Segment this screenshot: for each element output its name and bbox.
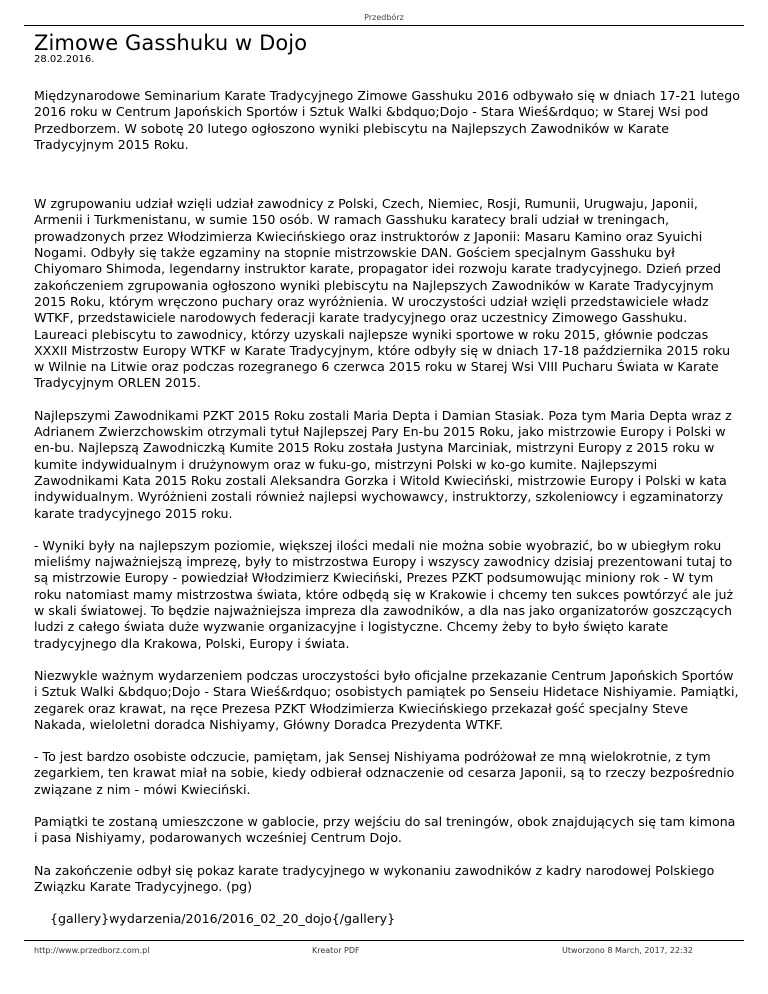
- footer-url: http://www.przedborz.com.pl: [34, 946, 150, 955]
- header-divider: [24, 25, 744, 26]
- article-paragraph: Pamiątki te zostaną umieszczone w gablocie, przy wejściu do sal treningów, obok znajdujących się tam kimona i pasa Nishiyamy, podarowanych wcześniej Centrum Dojo.: [34, 813, 736, 846]
- article-paragraph: W zgrupowaniu udział wzięli udział zawodnicy z Polski, Czech, Niemiec, Rosji, Rumunii, Urugwaju, Japonii, Armenii i Turkmenistanu, w sumie 150 osób. W ramach Gasshuku karatecy brali udział w treningach, prowadzonych przez Włodzimierza Kwiecińskiego oraz instruktorów z Japonii: Masaru Kamino oraz Syuichi Nogami. Odbyły się także egzaminy na stopnie mistrzowskie DAN. Gościem specjalnym Gasshuku był Chiyomaro Shimoda, legendarny instruktor karate, propagator idei rozwoju karate tradycyjnego. Dzień przed zakończeniem zgrupowania ogłoszono wyniki plebiscytu na Najlepszych Zawodników w Karate Tradycyjnym 2015 Roku, którym wręczono puchary oraz wyróżnienia. W uroczystości udział wzięli przedstawiciele władz WTKF, przedstawiciele narodowych federacji karate tradycyjnego oraz uczestnicy Zimowego Gasshuku. Laureaci plebiscytu to zawodnicy, którzy uzyskali najlepsze wyniki sportowe w roku 2015, głównie podczas XXXII Mistrzostw Europy WTKF w Karate Tradycyjnym, które odbyły się w dniach 17-18 października 2015 roku w Wilnie na Litwie oraz podczas rozegranego 6 czerwca 2015 roku w Starej Wsi VIII Pucharu Świata w Karate Tradycyjnym ORLEN 2015.: [34, 196, 731, 391]
- header-site-name: Przedbórz: [364, 13, 404, 22]
- footer-creator: Kreator PDF: [312, 946, 360, 955]
- article-body: [34, 88, 740, 943]
- article-date: 28.02.2016.: [34, 54, 95, 65]
- footer-divider: [24, 940, 744, 941]
- article-title: Zimowe Gasshuku w Dojo: [34, 31, 308, 55]
- article-paragraph: Międzynarodowe Seminarium Karate Tradycyjnego Zimowe Gasshuku 2016 odbywało się w dniach 17-21 lutego 2016 roku w Centrum Japońskich Sportów i Sztuk Walki &bdquo;Dojo - Stara Wieś&rdquo; w Starej Wsi pod Przedborzem. W sobotę 20 lutego ogłoszono wyniki plebiscytu na Najlepszych Zawodników w Karate Tradycyjnym 2015 Roku.: [34, 88, 740, 152]
- article-paragraph: - To jest bardzo osobiste odczucie, pamiętam, jak Sensej Nishiyama podróżował ze mną wielokrotnie, z tym zegarkiem, ten krawat miał na sobie, kiedy odbierał odznaczenie od cesarza Japonii, są to rzeczy bezpośrednio związane z nim - mówi Kwieciński.: [34, 749, 735, 797]
- article-paragraph: - Wyniki były na najlepszym poziomie, większej ilości medali nie można sobie wyobrazić, bo w ubiegłym roku mieliśmy najważniejszą imprezę, były to mistrzostwa Europy i wszyscy zawodnicy dzisiaj prezentowani tutaj to są mistrzowie Europy - powiedział Włodzimierz Kwieciński, Prezes PZKT podsumowując miniony rok - W tym roku natomiast mamy mistrzostwa świata, które odbędą się w Krakowie i chcemy ten sukces powtórzyć ale już w skali światowej. To będzie najważniejsza impreza dla zawodników, a dla nas jako organizatorów goszczących ludzi z całego świata duże wyzwanie organizacyjne i logistyczne. Chcemy żeby to było święto karate tradycyjnego dla Krakowa, Polski, Europy i świata.: [34, 537, 734, 651]
- footer-created: Utworzono 8 March, 2017, 22:32: [562, 946, 693, 955]
- article-paragraph: Na zakończenie odbył się pokaz karate tradycyjnego w wykonaniu zawodników z kadry narodowej Polskiego Związku Karate Tradycyjnego. (pg): [34, 862, 715, 894]
- article-paragraph: Najlepszymi Zawodnikami PZKT 2015 Roku zostali Maria Depta i Damian Stasiak. Poza tym Maria Depta wraz z Adrianem Zwierzchowskim otrzymali tytuł Najlepszej Pary En-bu 2015 Roku, jako mistrzowie Europy i Polski w en-bu. Najlepszą Zawodniczką Kumite 2015 Roku została Justyna Marciniak, mistrzyni Europy z 2015 roku w kumite indywidualnym i drużynowym oraz w fuku-go, mistrzyni Polski w ko-go kumite. Najlepszymi Zawodnikami Kata 2015 Roku zostali Aleksandra Gorzka i Witold Kwieciński, mistrzowie Europy i Polski w kata indywidualnym. Wyróżnieni zostali również najlepsi wychowawcy, instruktorzy, szkoleniowcy i egzaminatorzy karate tradycyjnego 2015 roku.: [34, 407, 732, 521]
- gallery-tag: {gallery}wydarzenia/2016/2016_02_20_dojo{/gallery}: [50, 911, 396, 927]
- article-paragraph: Niezwykle ważnym wydarzeniem podczas uroczystości było oficjalne przekazanie Centrum Japońskich Sportów i Sztuk Walki &bdquo;Dojo - Stara Wieś&rdquo; osobistych pamiątek po Senseiu Hidetace Nishiyamie. Pamiątki, zegarek oraz krawat, na ręce Prezesa PZKT Włodzimierza Kwiecińskiego przekazał gość specjalny Steve Nakada, wieloletni doradca Nishiyamy, Główny Doradca Prezydenta WTKF.: [34, 667, 739, 732]
